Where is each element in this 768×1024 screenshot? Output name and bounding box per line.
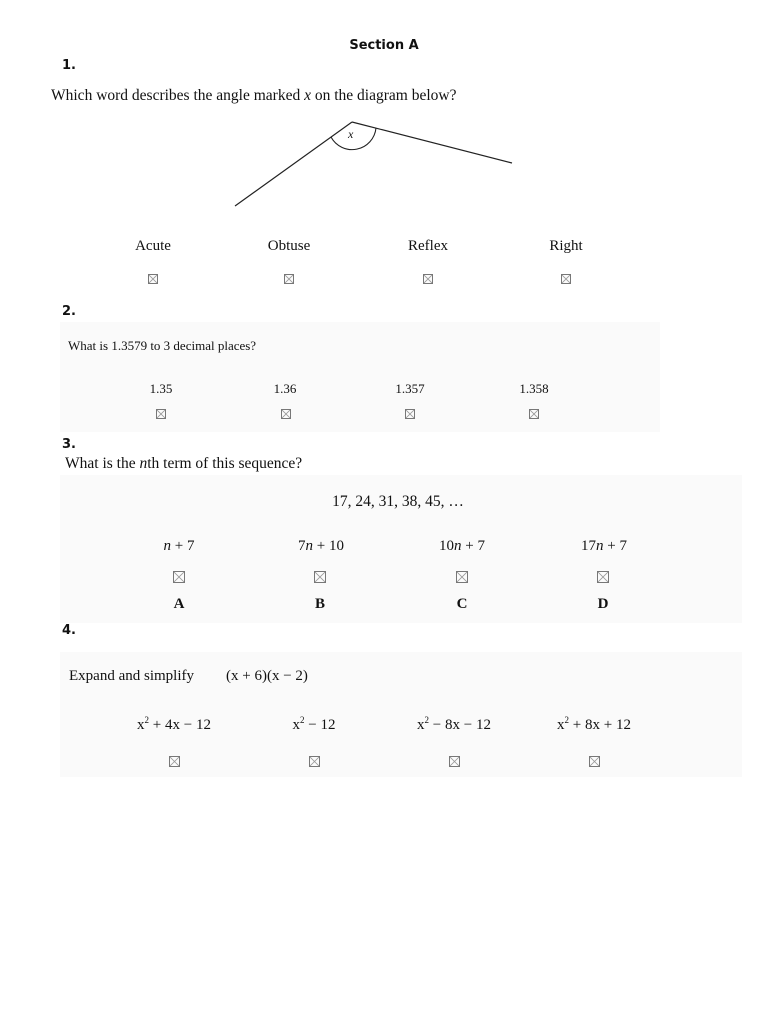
q3-option-b-pre: 7 bbox=[298, 538, 306, 554]
crossed-box-icon bbox=[170, 757, 179, 766]
q4-option-1-rest: + 4x − 12 bbox=[149, 717, 211, 733]
question-2-number: 2. bbox=[62, 304, 76, 319]
q4-option-4-base: x bbox=[557, 717, 565, 733]
q3-option-c bbox=[407, 538, 517, 555]
q3-option-c-pre: 10 bbox=[439, 538, 455, 554]
angle-line-left bbox=[235, 122, 352, 206]
crossed-box-icon bbox=[590, 757, 599, 766]
q4-option-1 bbox=[104, 715, 244, 734]
q4-option-3-rest: − 8x − 12 bbox=[429, 717, 491, 733]
question-4-expression: (x + 6)(x − 2) bbox=[226, 668, 308, 684]
question-3-sequence: 17, 24, 31, 38, 45, … bbox=[332, 493, 464, 510]
q3-option-b-checkbox[interactable] bbox=[314, 571, 326, 583]
question-1-text-var: x bbox=[304, 87, 311, 104]
question-4-text: Expand and simplify bbox=[69, 668, 194, 684]
question-2-text: What is 1.3579 to 3 decimal places? bbox=[68, 338, 257, 353]
q3-letter-d: D bbox=[597, 596, 609, 612]
q4-option-4-sup: 2 bbox=[564, 715, 570, 725]
q2-option-2-checkbox[interactable] bbox=[281, 409, 291, 419]
q3-option-a-var: n bbox=[163, 538, 172, 554]
q3-option-c-checkbox[interactable] bbox=[456, 571, 468, 583]
q3-option-d-var: n bbox=[596, 538, 604, 554]
q3-letter-c: C bbox=[456, 596, 468, 612]
q3-letter-b: B bbox=[314, 596, 325, 612]
q1-option-obtuse: Obtuse bbox=[267, 238, 311, 254]
crossed-box-icon bbox=[562, 275, 570, 283]
q4-option-4-rest: + 8x + 12 bbox=[569, 717, 631, 733]
crossed-box-icon bbox=[530, 410, 538, 418]
question-3-number: 3. bbox=[62, 437, 76, 452]
crossed-box-icon bbox=[285, 275, 293, 283]
q3-option-d bbox=[549, 538, 659, 555]
q4-option-4 bbox=[524, 715, 664, 734]
q2-option-4-checkbox[interactable] bbox=[529, 409, 539, 419]
q1-obtuse-checkbox[interactable] bbox=[284, 274, 294, 284]
crossed-box-icon bbox=[174, 572, 184, 582]
q3-option-b-var: n bbox=[305, 538, 314, 554]
question-3-text bbox=[65, 455, 302, 473]
q2-option-4: 1.358 bbox=[519, 381, 549, 396]
q3-option-d-pre: 17 bbox=[581, 538, 597, 554]
crossed-box-icon bbox=[450, 757, 459, 766]
q4-option-1-checkbox[interactable] bbox=[169, 756, 180, 767]
q4-option-3-sup: 2 bbox=[424, 715, 430, 725]
q4-option-3 bbox=[384, 715, 524, 734]
angle-label-x: x bbox=[348, 127, 354, 141]
q3-option-d-post: + 7 bbox=[603, 538, 627, 554]
q3-option-c-var: n bbox=[454, 538, 462, 554]
crossed-box-icon bbox=[310, 757, 319, 766]
angle-diagram bbox=[220, 110, 530, 215]
crossed-box-icon bbox=[424, 275, 432, 283]
question-1-number: 1. bbox=[62, 58, 76, 73]
crossed-box-icon bbox=[149, 275, 157, 283]
q3-option-a-post: + 7 bbox=[171, 538, 195, 554]
q1-reflex-checkbox[interactable] bbox=[423, 274, 433, 284]
crossed-box-icon bbox=[157, 410, 165, 418]
crossed-box-icon bbox=[406, 410, 414, 418]
q1-option-right: Right bbox=[549, 238, 583, 254]
section-title: Section A bbox=[349, 38, 419, 53]
q2-option-1-checkbox[interactable] bbox=[156, 409, 166, 419]
q2-option-1: 1.35 bbox=[149, 381, 173, 396]
question-1-text-after: on the diagram below? bbox=[310, 87, 457, 104]
q1-right-checkbox[interactable] bbox=[561, 274, 571, 284]
q4-option-2-rest: − 12 bbox=[304, 717, 336, 733]
angle-arc bbox=[331, 128, 376, 150]
q4-option-2-sup: 2 bbox=[300, 715, 305, 725]
q1-option-acute: Acute bbox=[135, 238, 171, 254]
question-3-text-before: What is the bbox=[65, 455, 140, 472]
question-1-text bbox=[51, 87, 456, 105]
question-1-text-before: Which word describes the angle marked bbox=[51, 87, 305, 104]
crossed-box-icon bbox=[457, 572, 467, 582]
q4-option-3-base: x bbox=[417, 717, 425, 733]
q4-option-1-sup: 2 bbox=[144, 715, 150, 725]
q4-option-2 bbox=[244, 715, 384, 734]
q4-option-1-base: x bbox=[137, 717, 145, 733]
crossed-box-icon bbox=[598, 572, 608, 582]
q3-option-b-post: + 10 bbox=[313, 538, 344, 554]
q3-option-a bbox=[124, 538, 234, 555]
q4-option-2-checkbox[interactable] bbox=[309, 756, 320, 767]
q2-option-3: 1.357 bbox=[395, 381, 425, 396]
q4-option-4-checkbox[interactable] bbox=[589, 756, 600, 767]
q3-option-a-checkbox[interactable] bbox=[173, 571, 185, 583]
q3-letter-a: A bbox=[173, 596, 185, 612]
q1-option-reflex: Reflex bbox=[408, 238, 448, 254]
crossed-box-icon bbox=[282, 410, 290, 418]
q2-option-3-checkbox[interactable] bbox=[405, 409, 415, 419]
question-4-number: 4. bbox=[62, 623, 76, 638]
crossed-box-icon bbox=[315, 572, 325, 582]
q3-option-c-post: + 7 bbox=[461, 538, 485, 554]
q1-acute-checkbox[interactable] bbox=[148, 274, 158, 284]
q4-option-2-base: x bbox=[292, 717, 301, 733]
question-3-text-var: n bbox=[139, 455, 148, 472]
q3-option-d-checkbox[interactable] bbox=[597, 571, 609, 583]
question-3-text-after: th term of this sequence? bbox=[147, 455, 303, 472]
q4-option-3-checkbox[interactable] bbox=[449, 756, 460, 767]
q3-option-b bbox=[266, 538, 376, 555]
q2-option-2: 1.36 bbox=[273, 381, 297, 396]
